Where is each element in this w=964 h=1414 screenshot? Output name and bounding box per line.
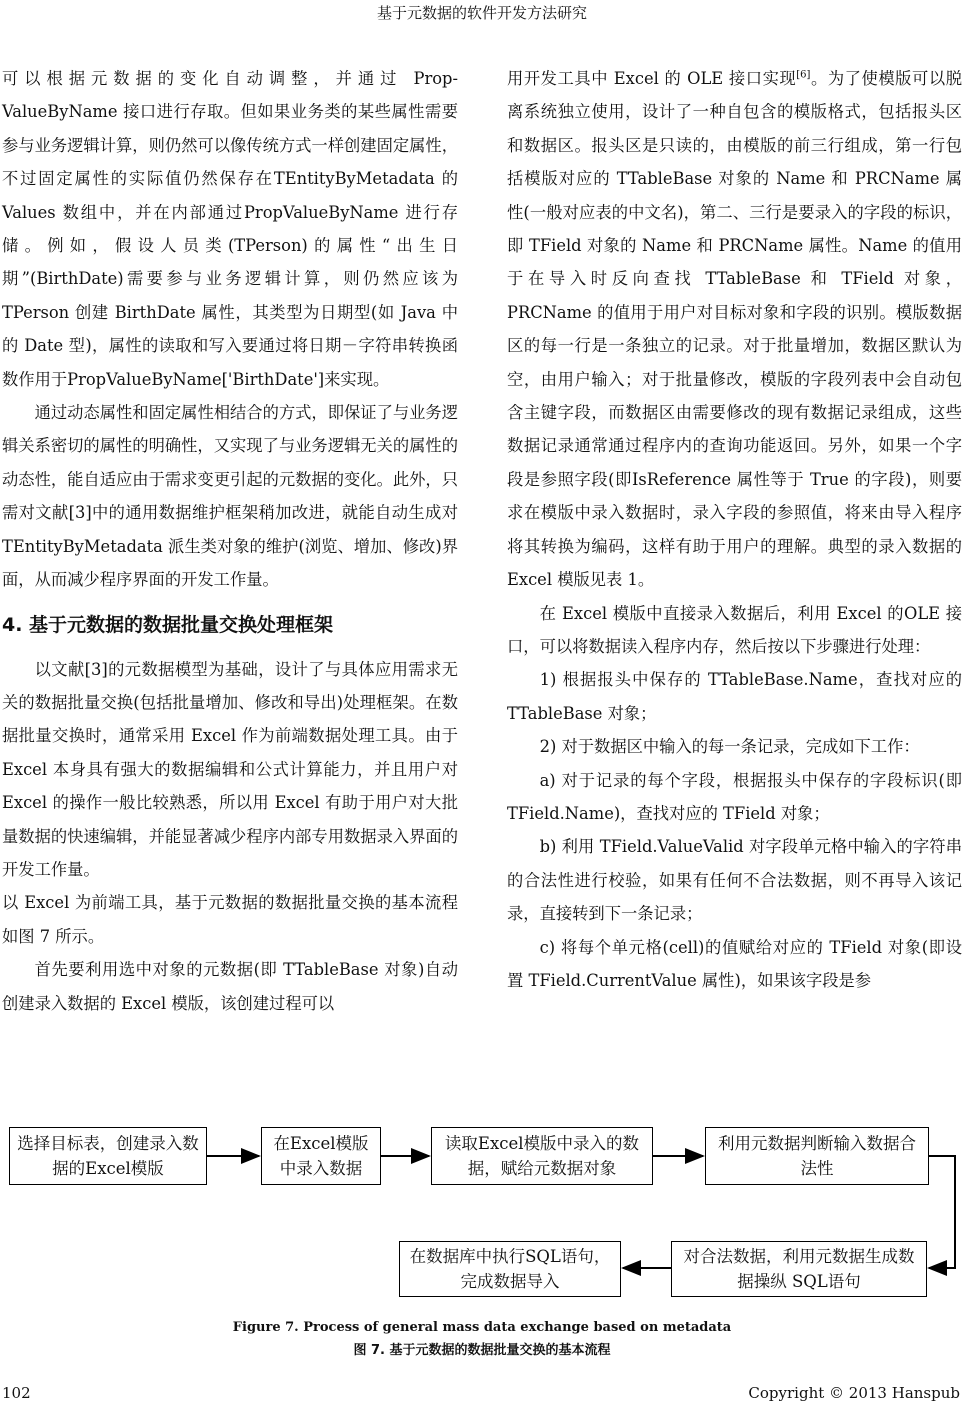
left-paragraph-1: 可以根据元数据的变化自动调整，并通过 Prop-ValueByName 接口进行存取。但如果业务类的某些属性需要参与业务逻辑计算，则仍然可以像传统方式一样创建固定属性，不过固定属性的实际值仍然保存在TEntityByMetadata 的 Values 数组中，并在内部通过PropValueByName 进行存储。例如，假设人员类(TPerson)的属性“出生日期”(BirthDate)需要参与业务逻辑计算，则仍然应该为 TPerson 创建 BirthDate 属性，其类型为日期型(如 Java 中的 Date 型)，属性的读取和写入要通过将日期－字符串转换函数作用于PropValueByName['BirthDate']来实现。	[2, 69, 458, 389]
arrow-4-to-5	[929, 1156, 955, 1268]
left-paragraph-5: 首先要利用选中对象的元数据(即 TTableBase 对象)自动创建录入数据的 Excel 模版，该创建过程可以	[2, 960, 458, 1013]
left-paragraph-3: 以文献[3]的元数据模型为基础，设计了与具体应用需求无关的数据批量交换(包括批量增加、修改和导出)处理框架。在数据批量交换时，通常采用 Excel 作为前端数据处理工具。由于 Excel 本身具有强大的数据编辑和公式计算能力，并且用户对 Excel 的操作一般比较熟悉，所以用 Excel 有助于用户对大批量数据的快速编辑，并能显著减少程序内部专用数据录入界面的开发工作量。	[2, 659, 458, 879]
figure-caption-chinese: 图 7. 基于元数据的数据批量交换的基本流程	[353, 1343, 611, 1358]
figure-caption-english: Figure 7. Process of general mass data exchange based on metadata	[232, 1320, 732, 1335]
citation-6: [6]	[796, 69, 811, 81]
flow-box-generate-sql: 对合法数据，利用元数据生成数据操纵 SQL语句	[671, 1241, 927, 1297]
right-paragraph-1-text-b: 。为了使模版可以脱离系统独立使用，设计了一种自包含的模版格式，包括报头区和数据区。报头区是只读的，由模版的前三行组成，第一行包括模版对应的 TTableBase 对象的 Name 和 PRCName 属性(一般对应表的中文名)，第二、三行是要录入的字段的标识，即 TField 对象的 Name 和 PRCName 属性。Name 的值用于在导入时反向查找 TTableBase 和 TField 对象，PRCName 的值用于用户对目标对象和字段的识别。模版数据区的每一行是一条独立的记录。对于批量增加，数据区默认为空，由用户输入；对于批量修改，模版的字段列表中会自动包含主键字段，而数据区由需要修改的现有数据记录组成，这些数据记录通常通过程序内的查询功能返回。另外，如果一个字段是参照字段(即IsReference 属性等于 True 的字段)，则要求在模版中录入数据时，录入字段的参照值，将来由导入程序将其转换为编码，这样有助于用户的理解。典型的录入数据的 Excel 模版见表 1。	[507, 69, 962, 590]
right-paragraph-1-text-a: 用开发工具中 Excel 的 OLE 接口实现	[507, 69, 797, 88]
page-number: 102	[2, 1384, 31, 1402]
flow-box-select-table: 选择目标表，创建录入数据的Excel模版	[9, 1127, 207, 1185]
step-2: 2) 对于数据区中输入的每一条记录，完成如下工作：	[539, 737, 920, 757]
left-paragraph-2: 通过动态属性和固定属性相结合的方式，即保证了与业务逻辑关系密切的属性的明确性，又实现了与业务逻辑无关的属性的动态性，能自适应由于需求变更引起的元数据的变化。此外，只需对文献[3]中的通用数据维护框架稍加改进，就能自动生成对TEntityByMetadata 派生类对象的维护(浏览、增加、修改)界面，从而减少程序界面的开发工作量。	[2, 403, 458, 590]
section-heading: 4. 基于元数据的数据批量交换处理框架	[2, 613, 334, 636]
step-2c: c) 将每个单元格(cell)的值赋给对应的 TField 对象(即设置 TField.CurrentValue 属性)，如果该字段是参	[507, 937, 962, 990]
running-header: 基于元数据的软件开发方法研究	[376, 4, 587, 22]
flow-box-enter-data: 在Excel模版中录入数据	[261, 1127, 381, 1185]
right-paragraph-2: 在 Excel 模版中直接录入数据后，利用 Excel 的OLE 接口，可以将数据读入程序内存，然后按以下步骤进行处理：	[507, 603, 962, 656]
flow-box-execute-sql: 在数据库中执行SQL语句，完成数据导入	[399, 1241, 621, 1297]
left-paragraph-4: 以 Excel 为前端工具，基于元数据的数据批量交换的基本流程如图 7 所示。	[2, 893, 458, 946]
flow-box-read-data: 读取Excel模版中录入的数据，赋给元数据对象	[431, 1127, 653, 1185]
flow-box-validate: 利用元数据判断输入数据合法性	[705, 1127, 929, 1185]
copyright-notice: Copyright © 2013 Hanspub	[748, 1384, 960, 1402]
step-2a: a) 对于记录的每个字段，根据报头中保存的字段标识(即 TField.Name)，查找对应的 TField 对象；	[507, 770, 962, 823]
step-2b: b) 利用 TField.ValueValid 对字段单元格中输入的字符串的合法性进行校验，如果有任何不合法数据，则不再导入该记录，直接转到下一条记录；	[507, 837, 962, 924]
step-1: 1) 根据报头中保存的 TTableBase.Name，查找对应的 TTableBase 对象；	[507, 670, 962, 723]
